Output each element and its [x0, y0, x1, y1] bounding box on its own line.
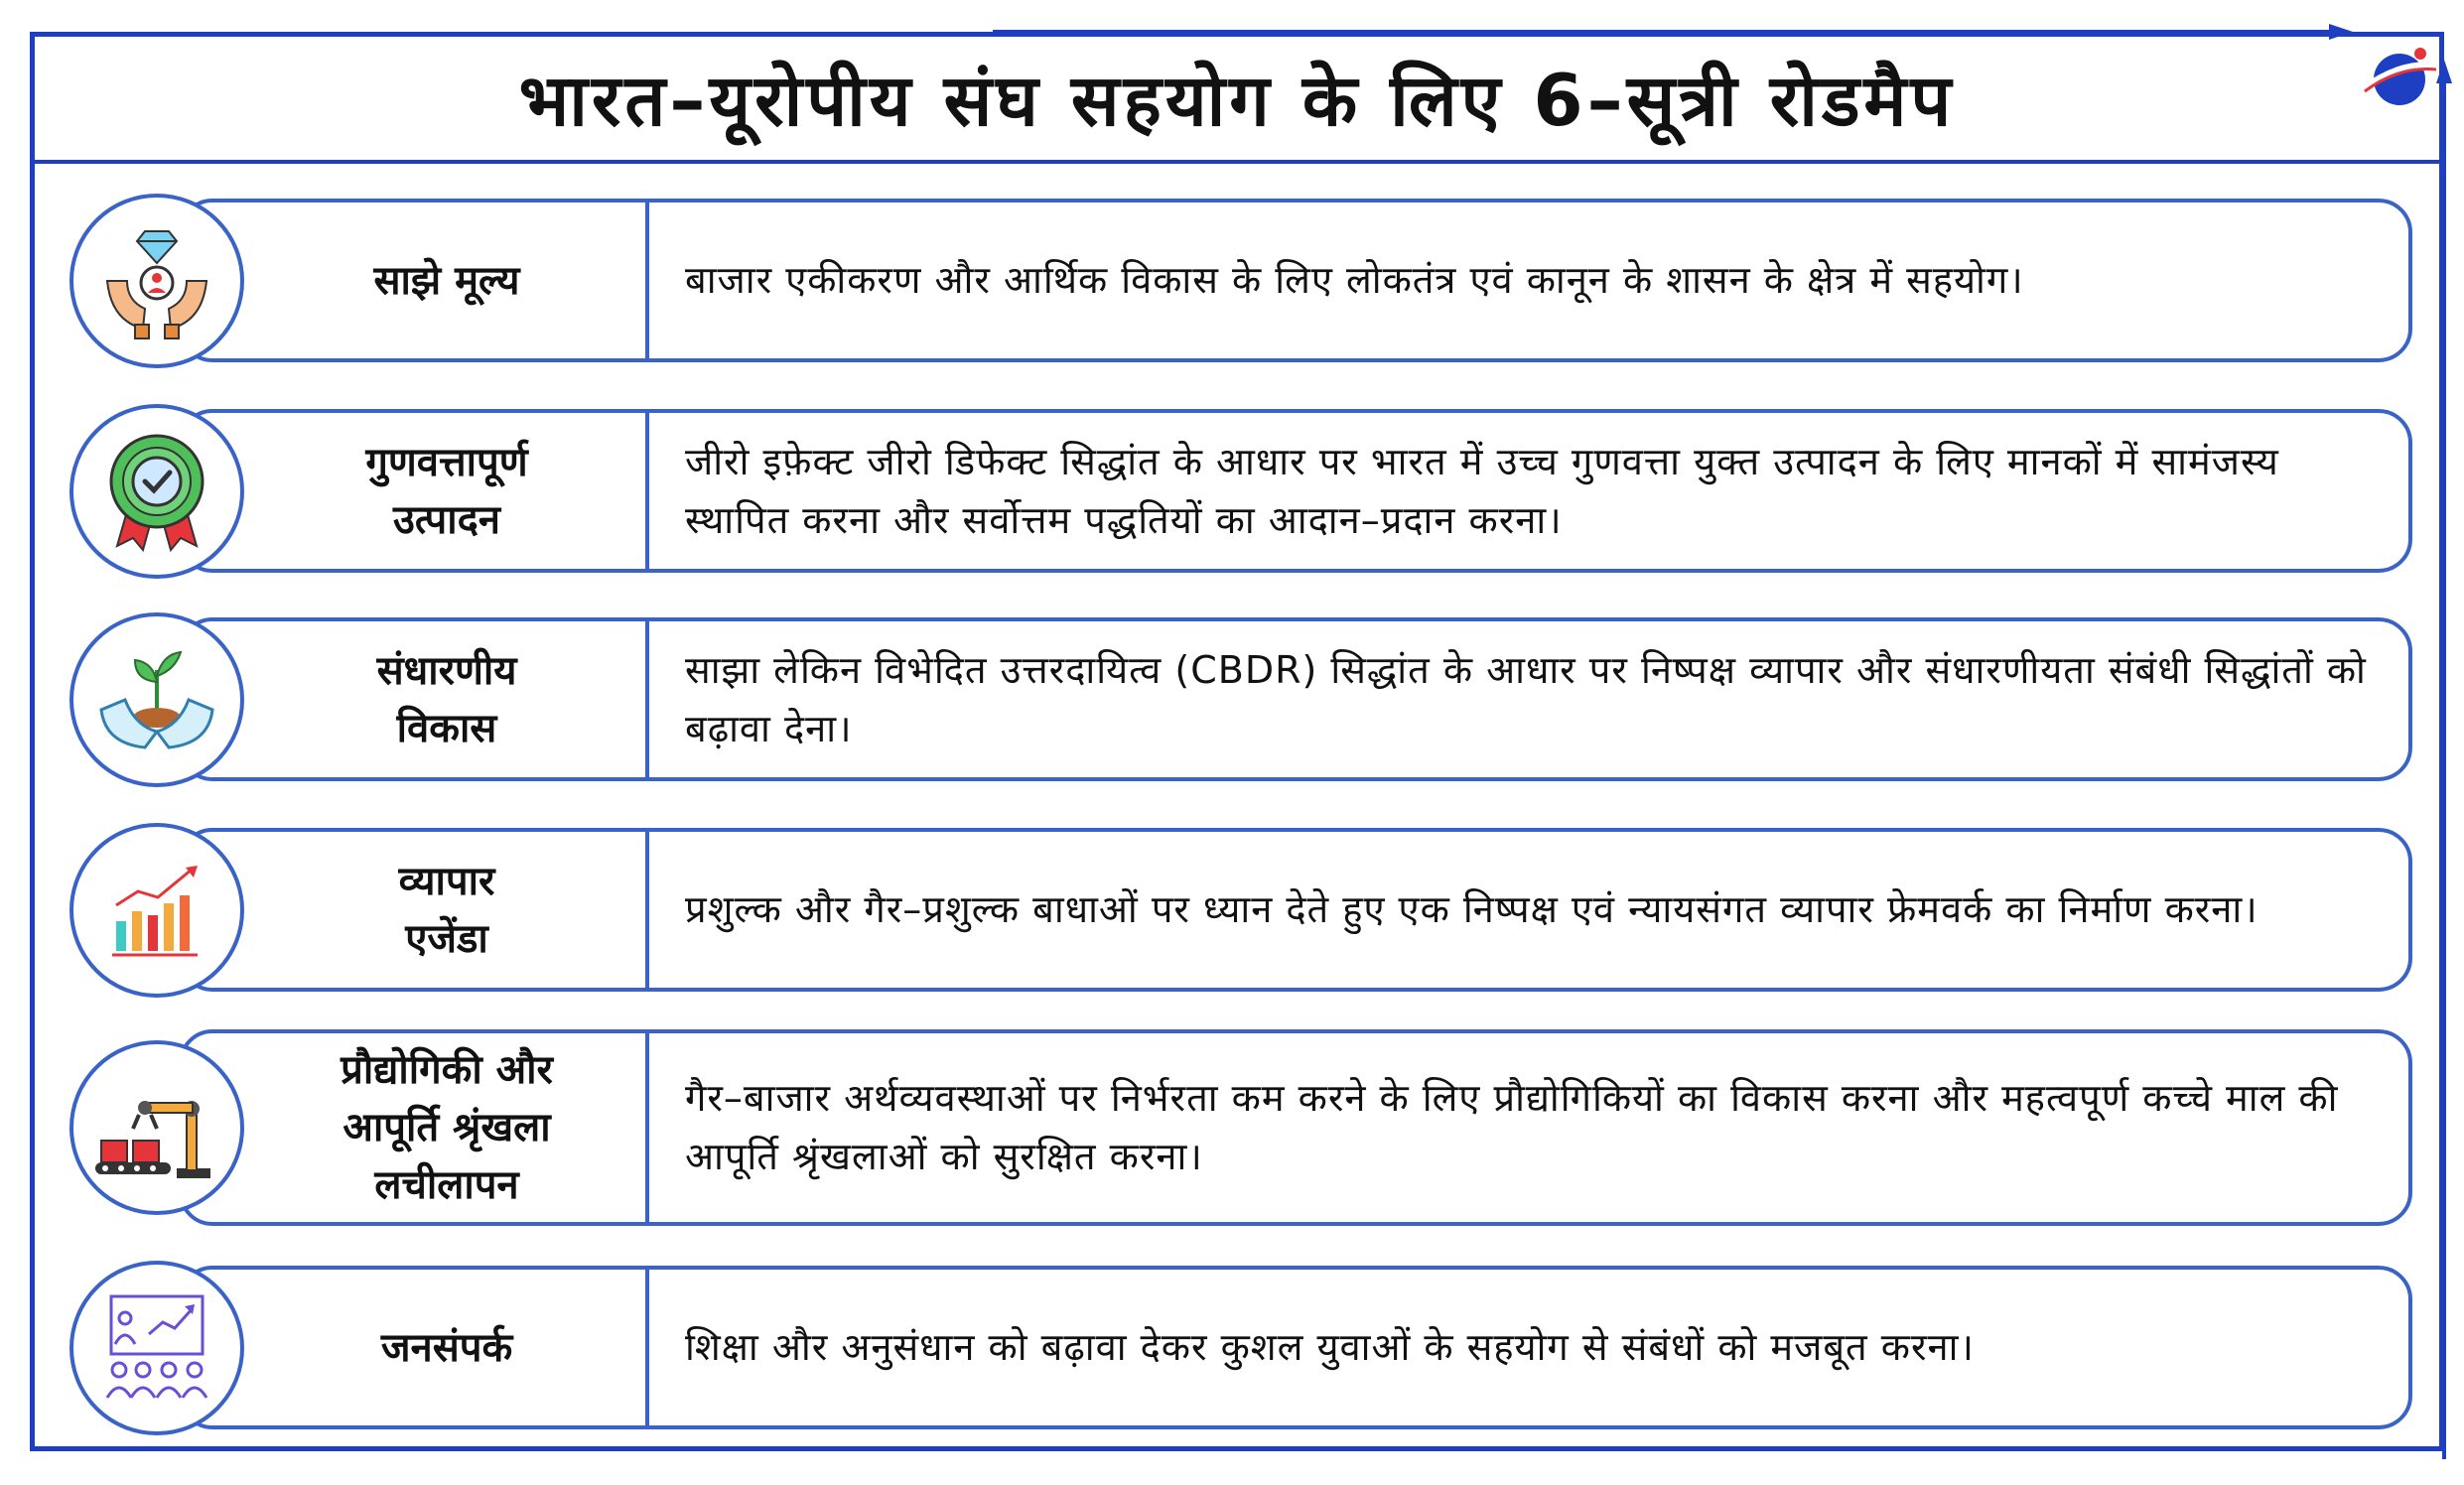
row-description: प्रशुल्क और गैर–प्रशुल्क बाधाओं पर ध्यान देते हुए एक निष्पक्ष एवं न्यायसंगत व्यापार फ्रेमवर्क का निर्माण करना।: [685, 887, 2259, 932]
row-label: गुणवत्तापूर्ण उत्पादन: [365, 439, 528, 543]
row-label: संधारणीय विकास: [376, 647, 517, 751]
row-divider: [645, 1029, 649, 1226]
row-description: शिक्षा और अनुसंधान को बढ़ावा देकर कुशल युवाओं के सहयोग से संबंधों को मजबूत करना।: [685, 1325, 1975, 1370]
row-label: व्यापार एजेंडा: [398, 858, 495, 962]
row-description: जीरो इफ़ेक्ट जीरो डिफेक्ट सिद्धांत के आधार पर भारत में उच्च गुणवत्ता युक्त उत्पादन के लिए मानकों में सामंजस्य स्थापित करना और सर्वोत्तम पद्धतियों का आदान–प्रदान करना।: [685, 439, 2279, 542]
title-bar: [35, 37, 2439, 164]
row-divider: [645, 409, 649, 573]
presentation-audience-icon: [69, 1261, 244, 1435]
row-divider: [645, 199, 649, 362]
row-description: बाजार एकीकरण और आर्थिक विकास के लिए लोकतंत्र एवं कानून के शासन के क्षेत्र में सहयोग।: [685, 258, 2024, 303]
quality-badge-icon: [69, 404, 244, 579]
row-description: साझा लेकिन विभेदित उत्तरदायित्व (CBDR) सिद्धांत के आधार पर निष्पक्ष व्यापार और संधारणीयता संबंधी सिद्धांतों को बढ़ावा देना।: [685, 647, 2367, 750]
roadmap-row-sustainable-development: [69, 617, 2412, 781]
growth-chart-icon: [69, 823, 244, 998]
robotic-arm-conveyor-icon: [69, 1040, 244, 1215]
roadmap-row-trade-agenda: [69, 828, 2412, 992]
row-divider: [645, 828, 649, 992]
roadmap-row-quality-production: [69, 409, 2412, 573]
right-arrow-icon: [2434, 60, 2454, 1459]
row-divider: [645, 1266, 649, 1429]
roadmap-row-public-outreach: [69, 1266, 2412, 1429]
plant-in-hands-icon: [69, 612, 244, 787]
gem-in-hands-icon: [69, 194, 244, 368]
row-label: साझे मूल्य: [373, 257, 520, 304]
roadmap-row-shared-values: [69, 199, 2412, 362]
row-description: गैर–बाजार अर्थव्यवस्थाओं पर निर्भरता कम करने के लिए प्रौद्योगिकियों का विकास करना और महत्वपूर्ण कच्चे माल की आपूर्ति श्रृंखलाओं को सुरक्षित करना।: [685, 1076, 2339, 1178]
row-label: जनसंपर्क: [380, 1324, 513, 1371]
row-divider: [645, 617, 649, 781]
roadmap-row-technology-supply-chain: [69, 1029, 2412, 1226]
row-label: प्रौद्योगिकी और आपूर्ति श्रृंखला लचीलापन: [341, 1047, 553, 1208]
page-title: भारत–यूरोपीय संघ सहयोग के लिए 6–सूत्री रोडमैप: [518, 59, 1956, 142]
